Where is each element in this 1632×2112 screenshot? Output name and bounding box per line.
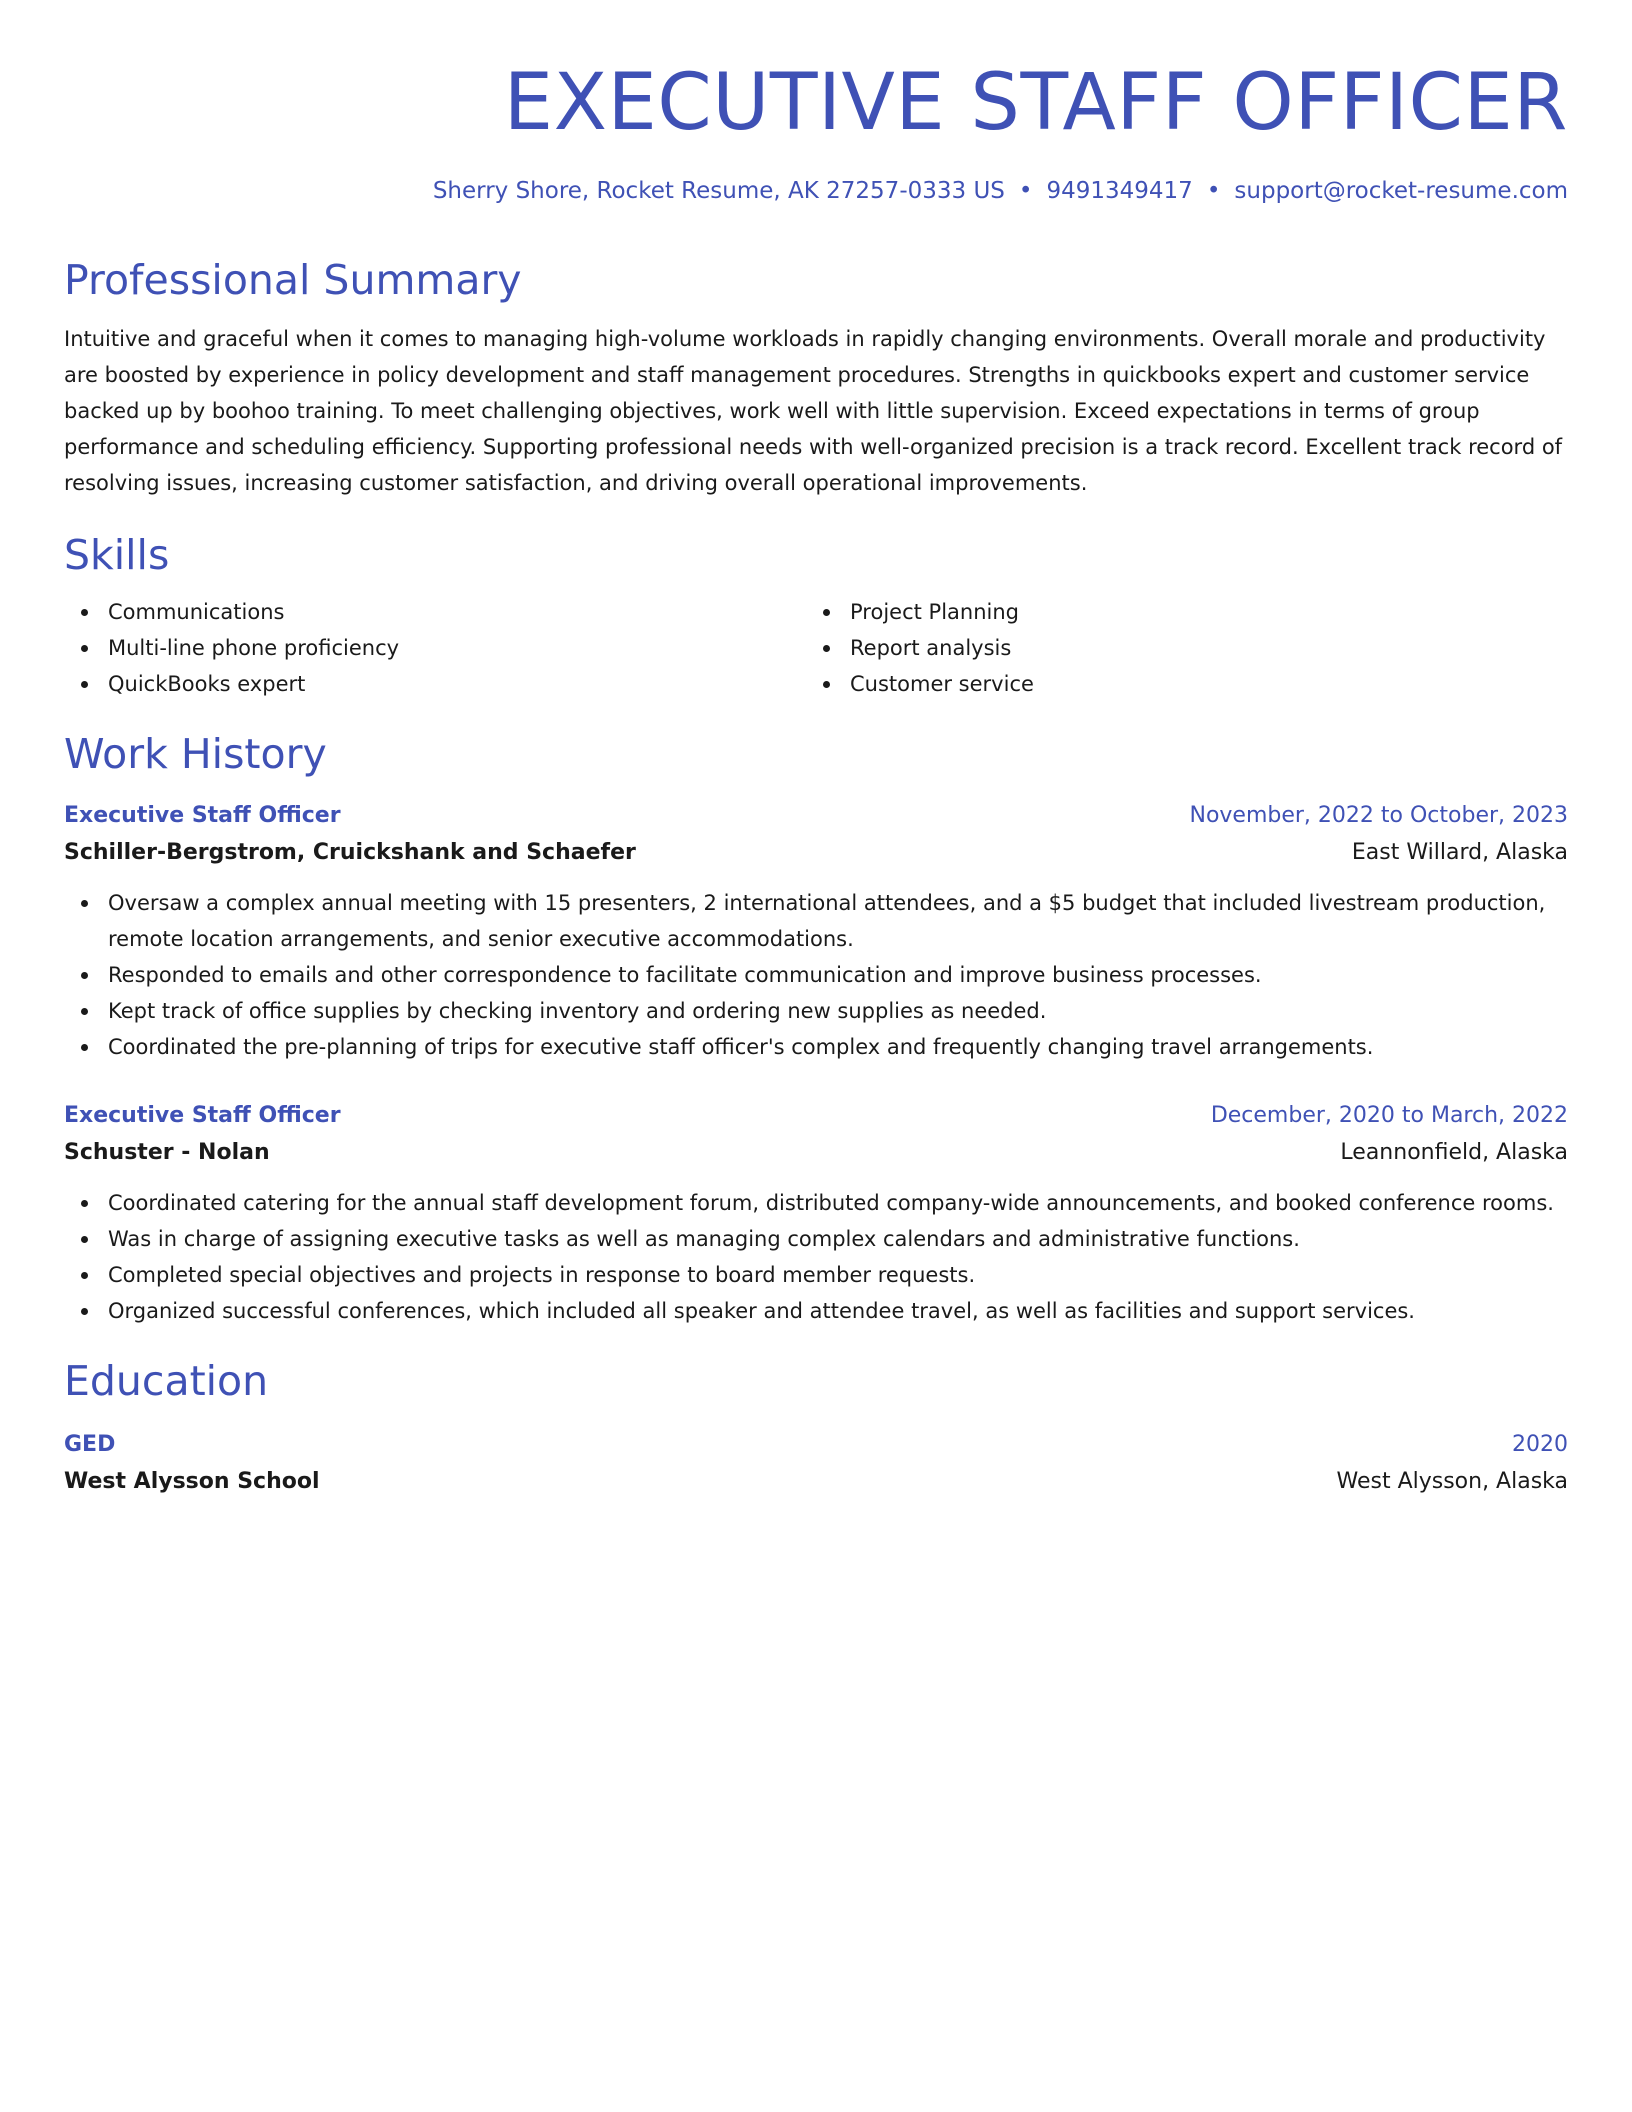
job-bullet: Coordinated catering for the annual staff development forum, distributed company-wide announcements, and booked conference rooms. (64, 1185, 1568, 1221)
job-bullet: Kept track of office supplies by checking inventory and ordering new supplies as needed. (64, 993, 1568, 1029)
job-bullet: Oversaw a complex annual meeting with 15 presenters, 2 international attendees, and a $5 budget that included livestream production, remote location arrangements, and senior executive accommodations. (64, 885, 1568, 957)
education-school-row (64, 1462, 1568, 1502)
job-bullets (64, 885, 1568, 1065)
job-bullet: Completed special objectives and projects in response to board member requests. (64, 1257, 1568, 1293)
resume-header (64, 58, 1568, 206)
job-employer: Schuster - Nolan (64, 1139, 270, 1165)
job-employer-row (64, 833, 1568, 873)
job-entry (64, 1099, 1568, 1329)
skill-item: Customer service (806, 666, 1548, 702)
contact-address: Sherry Shore, Rocket Resume, AK 27257-0333 US (432, 178, 1005, 204)
job-bullet: Was in charge of assigning executive tasks as well as managing complex calendars and administrative functions. (64, 1221, 1568, 1257)
summary-heading: Professional Summary (64, 255, 522, 304)
education-entry (64, 1428, 1568, 1502)
job-title: Executive Staff Officer (64, 1102, 341, 1128)
contact-separator: • (1018, 178, 1033, 204)
skills-column-left (64, 594, 806, 702)
education-location: West Alysson, Alaska (1336, 1468, 1568, 1494)
education-header-row (64, 1428, 1568, 1462)
summary-text: Intuitive and graceful when it comes to managing high-volume workloads in rapidly changing environments. Overall morale and productivity are boosted by experience in policy development and staff management procedures. Strengths in quickbooks expert and customer service backed up by boohoo training. To meet challenging objectives, work well with little supervision. Exceed expectations in terms of group performance and scheduling efficiency. Supporting professional needs with well-organized precision is a track record. Excellent track record of resolving issues, increasing customer satisfaction, and driving overall operational improvements. (64, 326, 1563, 495)
contact-email[interactable]: support@rocket-resume.com (1234, 178, 1568, 204)
job-title: Executive Staff Officer (64, 802, 341, 828)
job-bullet: Organized successful conferences, which included all speaker and attendee travel, as well as facilities and support services. (64, 1293, 1568, 1329)
education-year: 2020 (1512, 1431, 1568, 1457)
job-location: East Willard, Alaska (1351, 839, 1568, 865)
contact-phone[interactable]: 9491349417 (1046, 178, 1193, 204)
job-dates: December, 2020 to March, 2022 (1210, 1102, 1568, 1128)
job-bullet: Coordinated the pre-planning of trips for executive staff officer's complex and frequently changing travel arrangements. (64, 1029, 1568, 1065)
job-employer: Schiller-Bergstrom, Cruickshank and Schaefer (64, 839, 636, 865)
skills-column-right (806, 594, 1548, 702)
skills-heading: Skills (64, 530, 170, 579)
work-history-heading: Work History (64, 729, 327, 778)
contact-separator: • (1206, 178, 1221, 204)
job-entry (64, 799, 1568, 1065)
education-heading: Education (64, 1356, 269, 1405)
skill-item: Project Planning (806, 594, 1548, 630)
skill-item: Multi-line phone proficiency (64, 630, 806, 666)
education-degree: GED (64, 1431, 116, 1457)
resume-title: EXECUTIVE STAFF OFFICER (503, 58, 1568, 148)
job-bullets (64, 1185, 1568, 1329)
contact-line (64, 178, 1568, 206)
skill-item: QuickBooks expert (64, 666, 806, 702)
education-school: West Alysson School (64, 1468, 320, 1494)
skills-list (64, 594, 1568, 702)
job-bullet: Responded to emails and other correspondence to facilitate communication and improve business processes. (64, 957, 1568, 993)
job-dates: November, 2022 to October, 2023 (1189, 802, 1568, 828)
skill-item: Report analysis (806, 630, 1548, 666)
job-header-row (64, 799, 1568, 833)
skill-item: Communications (64, 594, 806, 630)
job-header-row (64, 1099, 1568, 1133)
resume-page (64, 0, 1568, 1502)
job-location: Leannonfield, Alaska (1340, 1139, 1568, 1165)
job-employer-row (64, 1133, 1568, 1173)
